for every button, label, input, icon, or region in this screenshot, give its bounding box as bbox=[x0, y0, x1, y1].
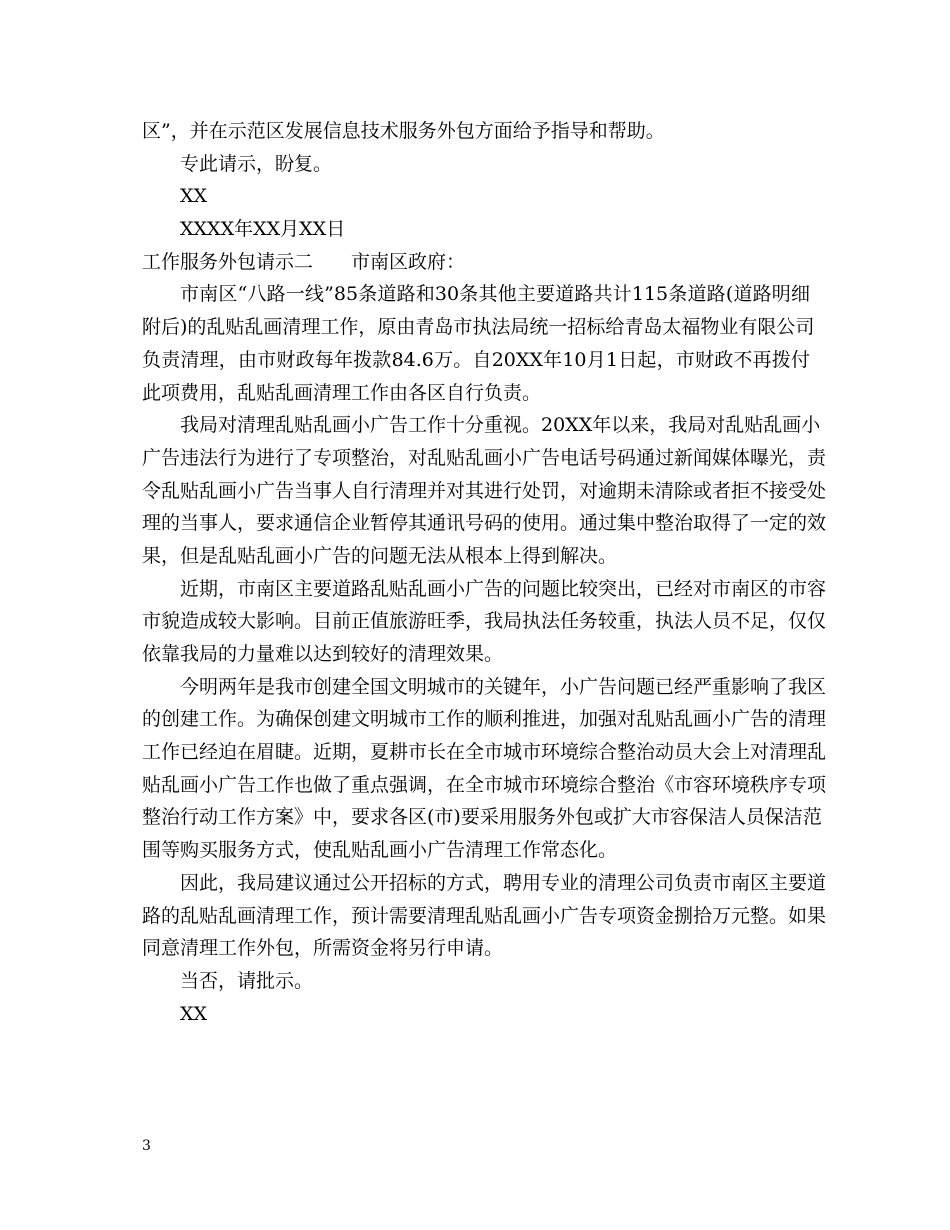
paragraph-line: 市貌造成较大影响。目前正值旅游旺季，我局执法任务较重，执法人员不足，仅仅 bbox=[142, 610, 827, 633]
paragraph-line: 近期，市南区主要道路乱贴乱画小广告的问题比较突出，已经对市南区的市容 bbox=[180, 577, 827, 600]
paragraph-line: 今明两年是我市创建全国文明城市的关键年，小广告问题已经严重影响了我区 bbox=[180, 675, 827, 698]
paragraph-line: 因此，我局建议通过公开招标的方式，聘用专业的清理公司负责市南区主要道 bbox=[180, 871, 827, 894]
signature-line: XX bbox=[180, 1002, 208, 1025]
paragraph-line: 附后)的乱贴乱画清理工作，原由青岛市执法局统一招标给青岛太福物业有限公司 bbox=[142, 316, 815, 339]
document-body bbox=[142, 115, 827, 1030]
paragraph-line: 同意清理工作外包，所需资金将另行申请。 bbox=[142, 937, 504, 960]
section-title: 工作服务外包请示二 bbox=[142, 250, 314, 273]
paragraph-line: 工作已经迫在眉睫。近期，夏耕市长在全市城市环境综合整治动员大会上对清理乱 bbox=[142, 741, 827, 764]
signature-line: XX bbox=[180, 185, 208, 208]
paragraph-line: 理的当事人，要求通信企业暂停其通讯号码的使用。通过集中整治取得了一定的效 bbox=[142, 512, 827, 535]
paragraph-line: 此项费用，乱贴乱画清理工作由各区自行负责。 bbox=[142, 381, 542, 404]
paragraph-line: 依靠我局的力量难以达到较好的清理效果。 bbox=[142, 643, 504, 665]
page-number: 3 bbox=[142, 1138, 151, 1154]
addressee: 市南区政府： bbox=[351, 250, 466, 273]
paragraph-line: 市南区“八路一线”85条道路和30条其他主要道路共计115条道路(道路明细 bbox=[180, 283, 810, 306]
closing-line: 当否，请批示。 bbox=[180, 969, 314, 992]
paragraph-line: 整治行动工作方案》中，要求各区(市)要采用服务外包或扩大市容保洁人员保洁范 bbox=[142, 806, 822, 829]
paragraph-line: 路的乱贴乱画清理工作，预计需要清理乱贴乱画小广告专项资金捌拾万元整。如果 bbox=[142, 904, 827, 927]
text-line: 区”，并在示范区发展信息技术服务外包方面给予指导和帮助。 bbox=[142, 120, 665, 142]
section-heading-line bbox=[142, 246, 810, 279]
paragraph-line: 的创建工作。为确保创建文明城市工作的顺利推进，加强对乱贴乱画小广告的清理 bbox=[142, 708, 827, 731]
paragraph-line: 果，但是乱贴乱画小广告的问题无法从根本上得到解决。 bbox=[142, 544, 618, 567]
paragraph-line: 贴乱画小广告工作也做了重点强调，在全市城市环境综合整治《市容环境秩序专项 bbox=[142, 773, 827, 796]
paragraph-line: 围等购买服务方式，使乱贴乱画小广告清理工作常态化。 bbox=[142, 839, 618, 862]
paragraph-line: 广告违法行为进行了专项整治，对乱贴乱画小广告电话号码通过新闻媒体曝光，责 bbox=[142, 446, 827, 469]
paragraph-line: 负责清理，由市财政每年拨款84.6万。自20XX年10月1日起，市财政不再拨付 bbox=[142, 348, 810, 371]
paragraph-line: 我局对清理乱贴乱画小广告工作十分重视。20XX年以来，我局对乱贴乱画小 bbox=[180, 414, 821, 437]
paragraph-line: 令乱贴乱画小广告当事人自行清理并对其进行处罚，对逾期未清除或者拒不接受处 bbox=[142, 479, 827, 502]
closing-line: 专此请示，盼复。 bbox=[180, 152, 333, 175]
date-line: XXXX年XX月XX日 bbox=[180, 218, 346, 241]
